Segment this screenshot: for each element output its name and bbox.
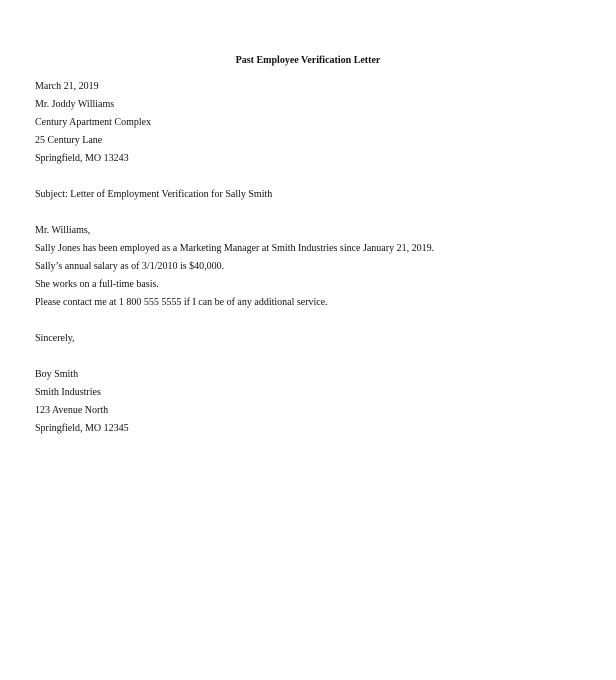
body-paragraph-3: She works on a full-time basis. <box>35 279 159 290</box>
sender-address-line-2: Springfield, MO 12345 <box>35 423 129 434</box>
sender-name: Boy Smith <box>35 369 79 380</box>
letter-salutation: Mr. Williams, <box>35 225 91 236</box>
letter-date: March 21, 2019 <box>35 81 99 92</box>
letter-closing: Sincerely, <box>35 333 75 344</box>
body-paragraph-2: Sally’s annual salary as of 3/1/2010 is $40,000. <box>35 261 225 272</box>
recipient-address-line-2: 25 Century Lane <box>35 135 103 146</box>
document-title: Past Employee Verification Letter <box>235 55 381 66</box>
body-paragraph-1: Sally Jones has been employed as a Marketing Manager at Smith Industries since January 21, 2019. <box>35 243 435 254</box>
recipient-name: Mr. Joddy Williams <box>35 99 115 110</box>
recipient-address-line-1: Century Apartment Complex <box>35 117 152 128</box>
sender-address-line-1: 123 Avenue North <box>35 405 109 416</box>
body-paragraph-4: Please contact me at 1 800 555 5555 if I can be of any additional service. <box>35 297 328 308</box>
sender-company: Smith Industries <box>35 387 101 398</box>
letter-subject: Subject: Letter of Employment Verification for Sally Smith <box>35 189 273 200</box>
recipient-address-line-3: Springfield, MO 13243 <box>35 153 129 164</box>
